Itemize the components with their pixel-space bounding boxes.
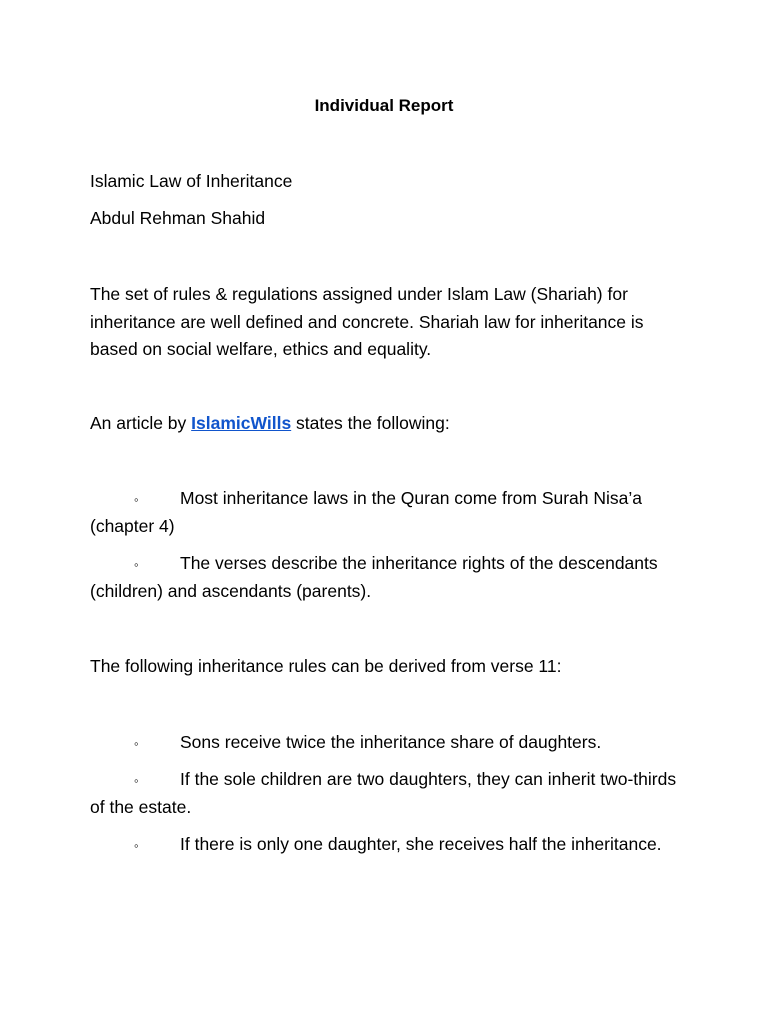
list-item [90, 831, 690, 859]
list-item [90, 485, 690, 540]
verse-intro: The following inheritance rules can be derived from verse 11: [90, 656, 562, 676]
islamicwills-link[interactable]: IslamicWills [191, 413, 292, 433]
list-item-text: If the sole children are two daughters, they can inherit two-thirds of the estate. [90, 769, 677, 817]
list-item-text: If there is only one daughter, she receives half the inheritance. [180, 834, 662, 854]
list-item-text: Sons receive twice the inheritance share of daughters. [180, 732, 602, 752]
bullet-marker: ◦ [134, 838, 139, 853]
document-subject: Islamic Law of Inheritance [90, 171, 293, 191]
bullet-marker: ◦ [134, 492, 139, 507]
article-suffix: states the following: [291, 413, 450, 433]
intro-paragraph: The set of rules & regulations assigned under Islam Law (Shariah) for inheritance are well defined and concrete. Shariah law for inheritance is based on social welfare, ethics and equality. [90, 284, 644, 359]
article-prefix: An article by [90, 413, 192, 433]
list-item-text: Most inheritance laws in the Quran come from Surah Nisa’a (chapter 4) [90, 488, 643, 536]
article-sentence [90, 410, 690, 438]
document-title: Individual Report [314, 96, 454, 115]
list-item [90, 766, 690, 821]
list-item [90, 550, 690, 605]
list-item [90, 729, 690, 757]
bullet-marker: ◦ [134, 736, 139, 751]
list-item-text: The verses describe the inheritance rights of the descendants (children) and ascendants (parents). [90, 553, 658, 601]
bullet-marker: ◦ [134, 557, 139, 572]
document-author: Abdul Rehman Shahid [90, 208, 266, 228]
bullet-marker: ◦ [134, 773, 139, 788]
